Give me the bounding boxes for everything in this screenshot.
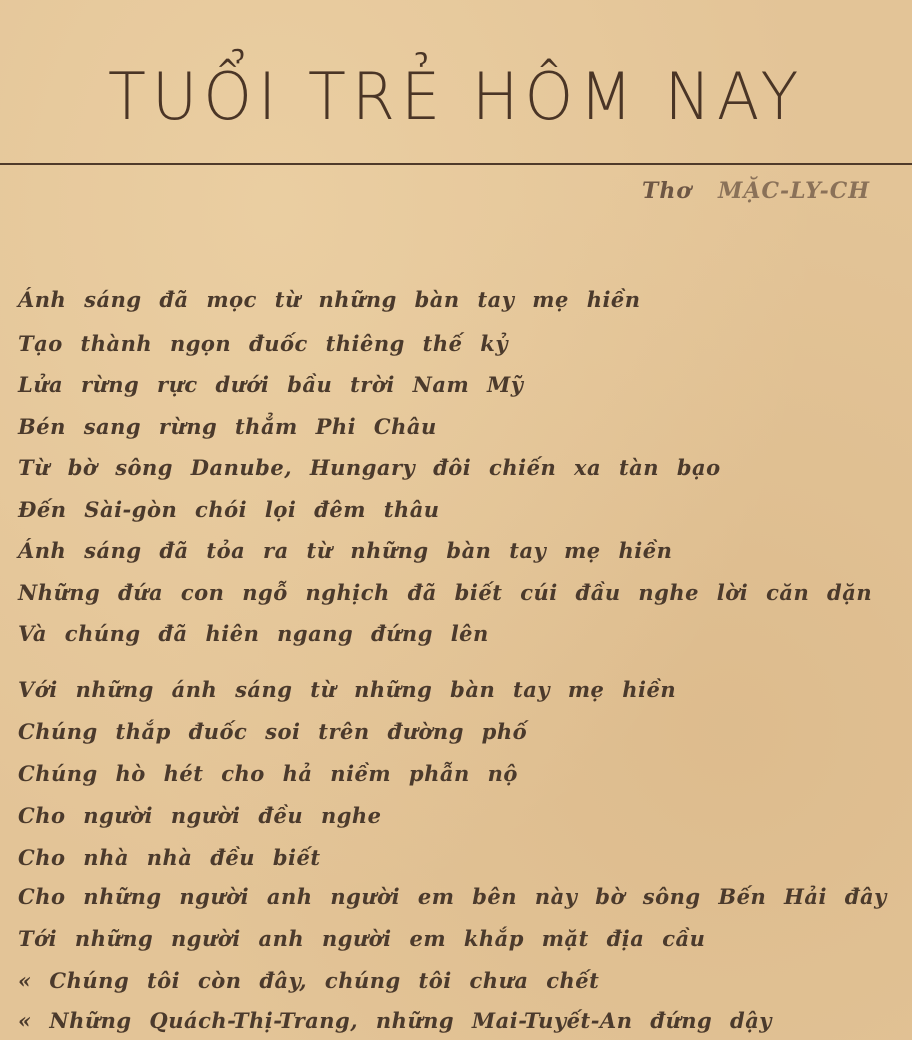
poem-line: Cho những người anh người em bên này bờ sông Bến Hải đây [18,884,887,909]
byline-label: Thơ [642,178,693,204]
poem-line: Cho nhà nhà đều biết [18,845,321,870]
page-title: TUỔI TRẺ HÔM NAY [108,58,805,135]
byline-author: MẶC-LY-CH [718,178,871,204]
poem-line: Chúng thắp đuốc soi trên đường phố [18,719,528,744]
poem-line: Và chúng đã hiên ngang đứng lên [18,621,489,646]
poem-line: Tạo thành ngọn đuốc thiêng thế kỷ [18,331,509,356]
poem-line: « Những Quách-Thị-Trang, những Mai-Tuyết-An đứng dậy [18,1008,773,1033]
poem-line: Tới những người anh người em khắp mặt địa cầu [18,926,706,951]
poem-line: Đến Sài-gòn chói lọi đêm thâu [18,497,440,522]
poem-line: Ánh sáng đã mọc từ những bàn tay mẹ hiền [18,287,641,312]
poem-line: Với những ánh sáng từ những bàn tay mẹ hiền [18,677,677,702]
poem-line: Những đứa con ngỗ nghịch đã biết cúi đầu nghe lời căn dặn [18,580,873,605]
poem-line: Bén sang rừng thẳm Phi Châu [18,414,437,439]
poem-line: Lửa rừng rực dưới bầu trời Nam Mỹ [18,372,524,397]
poem-line: Từ bờ sông Danube, Hungary đôi chiến xa tàn bạo [18,455,721,480]
poem-line: Cho người người đều nghe [18,803,382,828]
poem-line: « Chúng tôi còn đây, chúng tôi chưa chết [18,968,600,993]
poem-line: Chúng hò hét cho hả niềm phẫn nộ [18,761,518,786]
poem-line: Ánh sáng đã tỏa ra từ những bàn tay mẹ hiền [18,538,673,563]
